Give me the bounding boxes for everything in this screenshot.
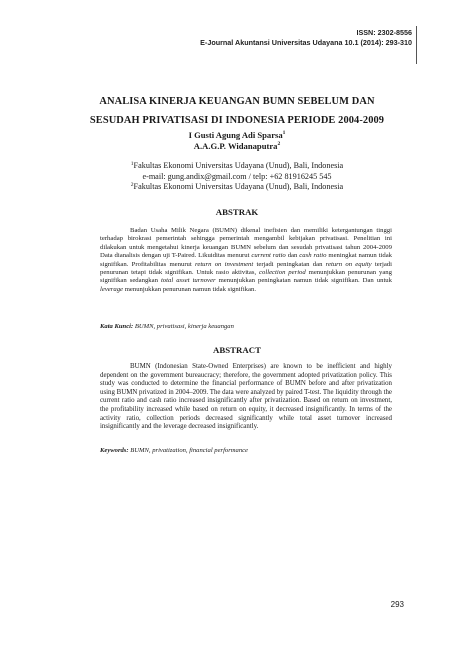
keywords-label: Keywords: — [100, 447, 129, 454]
page-number: 293 — [390, 600, 404, 609]
abstract-heading: ABSTRACT — [213, 345, 261, 355]
journal-header — [200, 28, 412, 48]
kata-kunci: Kata Kunci: BUMN, privatisasi, kinerja keuangan — [100, 323, 234, 330]
author-2-mark: 2 — [277, 141, 281, 147]
author-2: A.A.G.P. Widanaputra$^2$ — [193, 141, 281, 151]
title-line-2: SESUDAH PRIVATISASI DI INDONESIA PERIODE 2004-2009 — [89, 115, 385, 126]
author-1: I Gusti Agung Adi Sparsa$^1$ — [188, 130, 286, 140]
abstrak-heading: ABSTRAK — [215, 207, 259, 217]
issn-line: ISSN: 2302-8556 — [356, 28, 412, 37]
affiliation-2-mark: 2 — [130, 182, 134, 188]
paper-title — [60, 92, 414, 130]
abstrak-body: Badan Usaha Milik Negara (BUMN) dikenal inefisien dan memiliki ketergantungan tinggi terhadap birokrasi pemerintah sehingga pemerintah mengambil kebijakan privatisasi. Penelitian ini dilakukan untuk mengetahui kinerja keuangan BUMN sebelum dan sesudah privatisasi tahun 2004-2009 Data dianalisis dengan uji T-Paired. Likuiditas menurut current ratio dan cash ratio meningkat namun tidak signifikan. Profitabilitas menurut return on investment terjadi peningkatan dan return on equity terjadi penurunan tetapi tidak signifikan. Untuk rasio aktivitas, collection period menunjukkan penurunan yang signifikan sedangkan total asset turnover menunjukkan peningkatan namun tidak signifikan. Dan untuk leverage menunjukkan penurunan namun tidak signifikan. — [100, 227, 393, 293]
title-line-1: ANALISA KINERJA KEUANGAN BUMN SEBELUM DAN — [99, 96, 375, 107]
author-1-mark: 1 — [282, 130, 286, 136]
header-divider — [416, 26, 417, 64]
affiliation-1-mark: 1 — [130, 161, 134, 167]
affiliation-1: $^1$Fakultas Ekonomi Universitas Udayana (Unud), Bali, Indonesia — [130, 161, 344, 170]
author-list — [60, 130, 414, 152]
keywords: Keywords: BUMN, privatization, financial performance — [100, 447, 248, 454]
abstract-body: BUMN (Indonesian State-Owned Enterprises) are known to be inefficient and highly dependent on the government bureaucracy; therefore, the government adopted privatization policy. This study was conducted to determine the financial performance of BUMN before and after privatization using BUMN privatized in 2004–2009. The data were analyzed by paired T-test. The liquidity through the current ratio and cash ratio increased insignificantly after privatization. Based on return on investment, the profitability increased while based on return on equity, it decreased insignificantly. In terms of the activity ratio, collection periods decreased significantly while total asset turnover increased insignificantly and the leverage decreased insignificantly. — [100, 363, 392, 431]
affiliation-2: $^2$Fakultas Ekonomi Universitas Udayana (Unud), Bali, Indonesia — [130, 182, 344, 191]
kata-kunci-label: Kata Kunci: — [100, 323, 134, 330]
journal-line: E-Journal Akuntansi Universitas Udayana 10.1 (2014): 293-310 — [200, 38, 412, 47]
affiliations — [60, 161, 414, 193]
contact-line: e-mail: gung.andix@gmail.com / telp: +62 81916245 545 — [142, 171, 332, 181]
